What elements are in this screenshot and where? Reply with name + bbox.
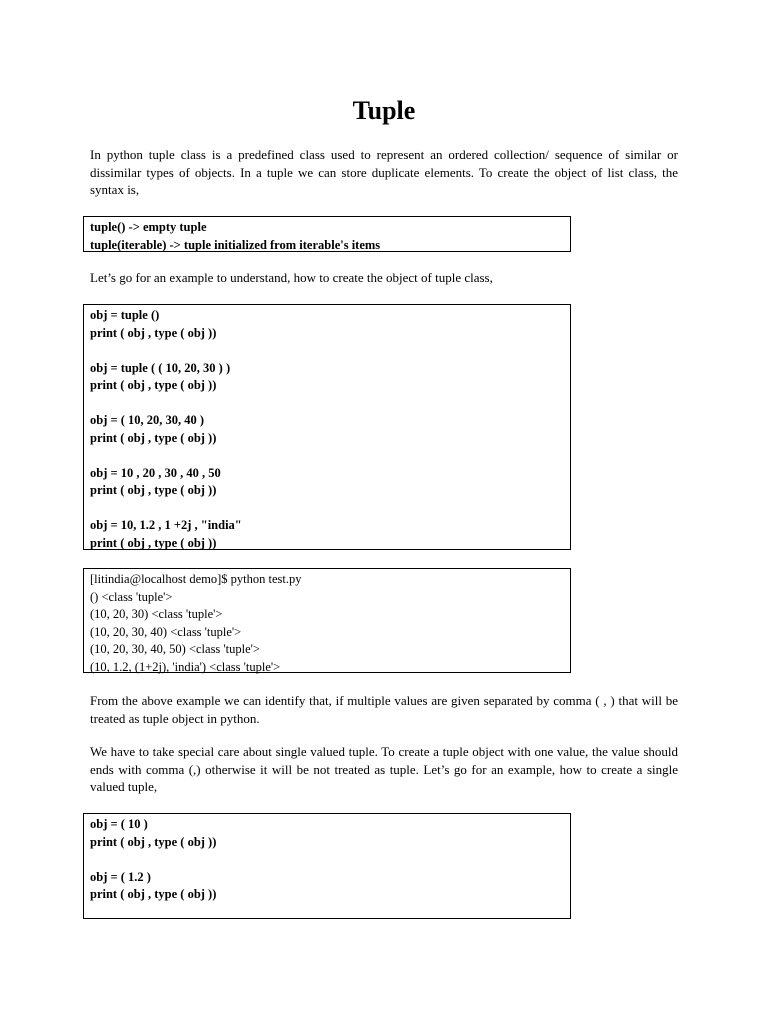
code-line bbox=[90, 395, 564, 413]
output-box bbox=[83, 568, 571, 673]
code-line bbox=[90, 904, 564, 922]
code-line: print ( obj , type ( obj )) bbox=[90, 535, 217, 550]
output-line: () <class 'tuple'> bbox=[90, 589, 173, 604]
code-line: print ( obj , type ( obj )) bbox=[90, 834, 217, 849]
code-line: obj = ( 10 ) bbox=[90, 817, 148, 831]
output-line: (10, 20, 30, 40) <class 'tuple'> bbox=[90, 624, 242, 639]
code-line bbox=[90, 342, 564, 360]
single-value-paragraph: We have to take special care about single valued tuple. To create a tuple object with one value, the value should ends with comma (,) otherwise it will be not treated as tuple. Let’s go for an example, how to create a single valued tuple, bbox=[90, 744, 678, 794]
syntax-line: tuple() -> empty tuple bbox=[90, 220, 207, 234]
code-line: print ( obj , type ( obj )) bbox=[90, 378, 217, 392]
code-line: obj = 10 , 20 , 30 , 40 , 50 bbox=[90, 465, 221, 480]
code-line: obj = ( 1.2 ) bbox=[90, 869, 151, 884]
code-line: print ( obj , type ( obj )) bbox=[90, 887, 217, 901]
syntax-box bbox=[83, 216, 571, 252]
code-line: obj = tuple ( ( 10, 20, 30 ) ) bbox=[90, 360, 231, 375]
code-line: obj = tuple () bbox=[90, 308, 160, 322]
code-line: obj = ( 10, 20, 30, 40 ) bbox=[90, 413, 205, 427]
page-title: Tuple bbox=[352, 96, 416, 125]
code-line: print ( obj , type ( obj )) bbox=[90, 430, 217, 445]
syntax-line: tuple(iterable) -> tuple initialized from iterable's items bbox=[90, 237, 381, 252]
code-line bbox=[90, 500, 564, 518]
code-line: obj = 10, 1.2 , 1 +2j , "india" bbox=[90, 518, 242, 532]
example-intro-paragraph: Let’s go for an example to understand, how to create the object of tuple class, bbox=[90, 270, 493, 285]
code-line bbox=[90, 447, 564, 465]
code-line: print ( obj , type ( obj )) bbox=[90, 483, 217, 497]
intro-paragraph: In python tuple class is a predefined class used to represent an ordered collection/ sequence of similar or dissimilar types of objects. In a tuple we can store duplicate elements. To create the object of list class, the syntax is, bbox=[90, 147, 678, 197]
output-line: (10, 1.2, (1+2j), 'india') <class 'tuple'> bbox=[90, 659, 281, 674]
code-line: print ( obj , type ( obj )) bbox=[90, 325, 217, 340]
output-line: [litindia@localhost demo]$ python test.py bbox=[90, 572, 302, 586]
comma-paragraph: From the above example we can identify that, if multiple values are given separated by comma ( , ) that will be treated as tuple object in python. bbox=[90, 693, 678, 726]
output-line: (10, 20, 30) <class 'tuple'> bbox=[90, 607, 223, 621]
output-line: (10, 20, 30, 40, 50) <class 'tuple'> bbox=[90, 642, 260, 656]
code-box-single-value bbox=[83, 813, 571, 919]
code-line bbox=[90, 851, 564, 869]
code-box-tuple-creation bbox=[83, 304, 571, 550]
